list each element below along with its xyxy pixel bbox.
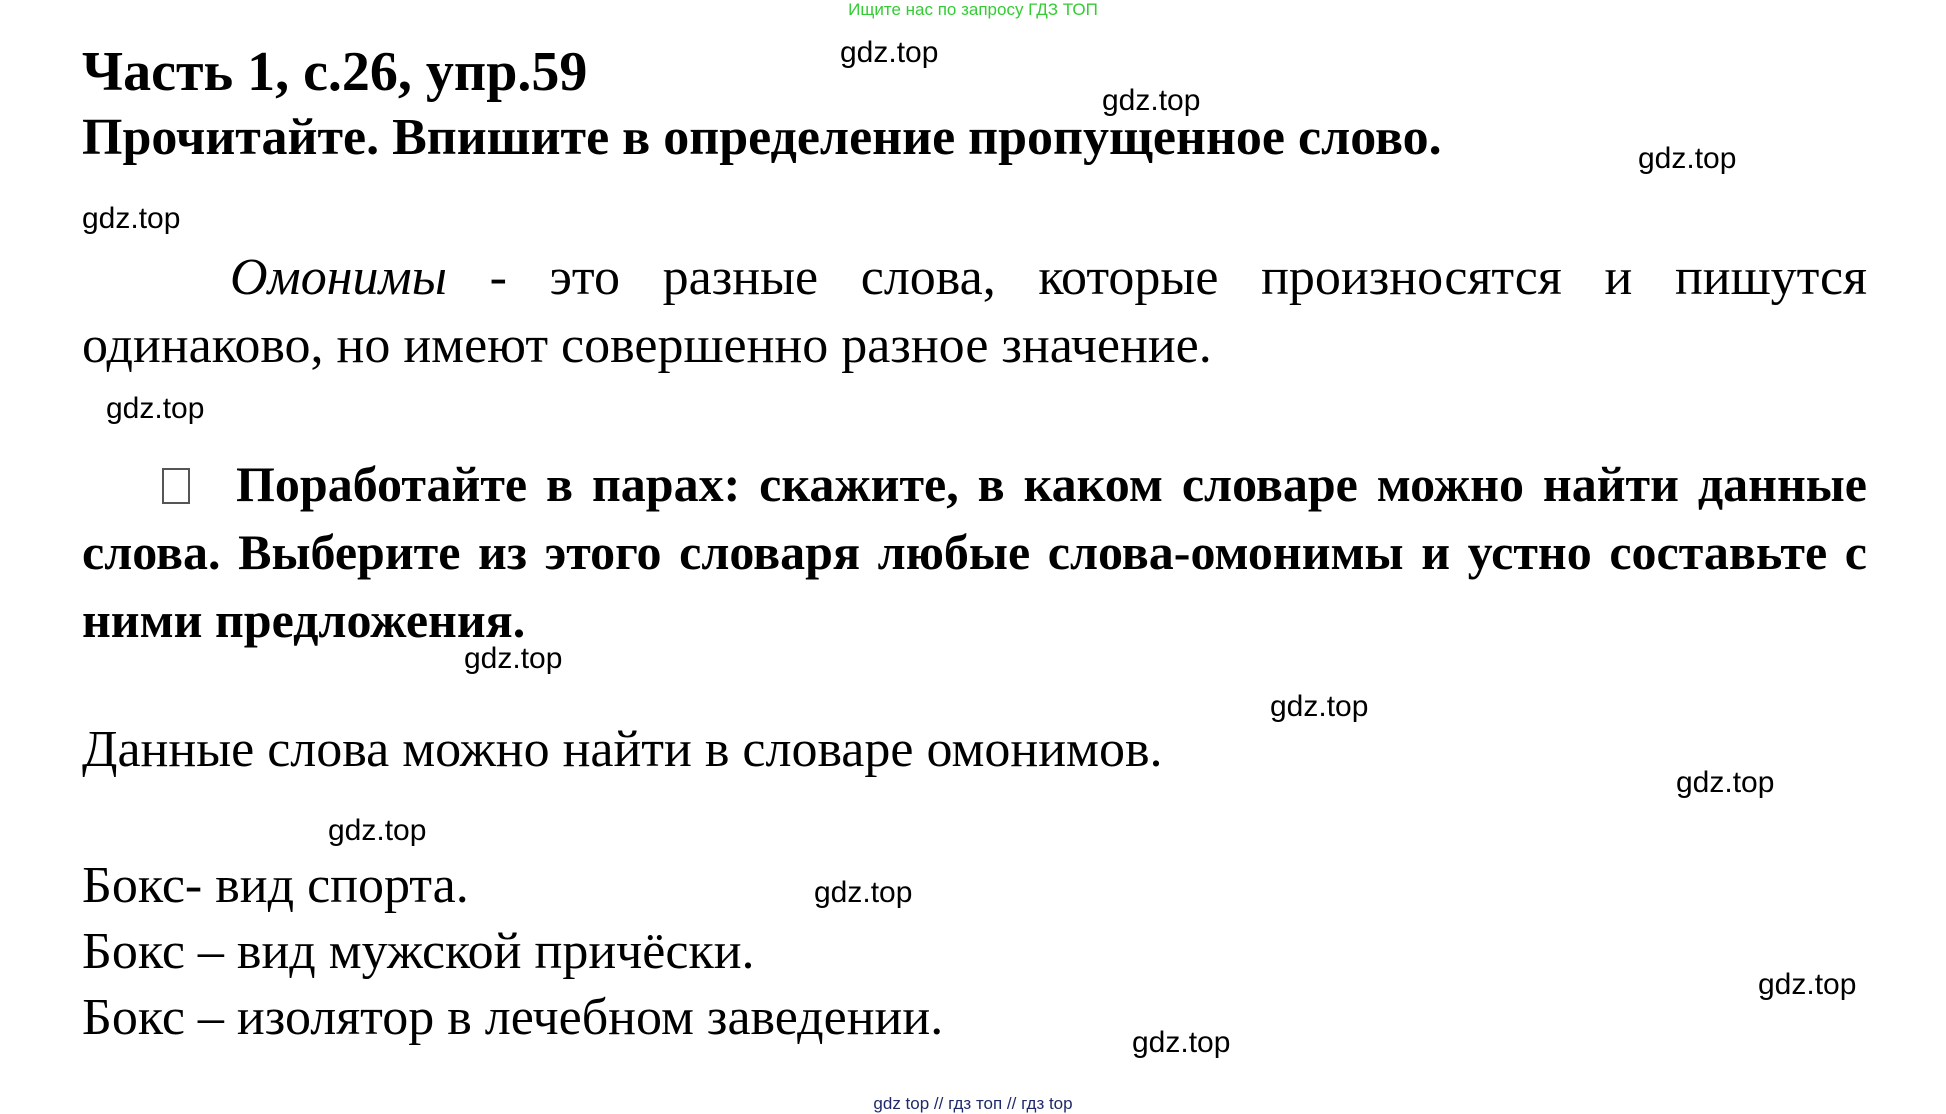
watermark: gdz.top <box>1638 142 1737 175</box>
watermark: gdz.top <box>814 876 913 909</box>
top-banner-text: Ищите нас по запросу ГДЗ ТОП <box>848 0 1098 19</box>
task2-text: Поработайте в парах: скажите, в каком словаре можно найти данные слова. Выберите из этого словаря любые слова-омонимы и устно составьте с ними предложения. <box>82 456 1867 648</box>
watermark: gdz.top <box>1758 968 1857 1001</box>
answer-line: Бокс – изолятор в лечебном заведении. <box>82 989 944 1046</box>
watermark: gdz.top <box>1102 84 1201 117</box>
watermark: gdz.top <box>1132 1026 1231 1059</box>
answer-line: Бокс- вид спорта. <box>82 857 469 914</box>
watermark: gdz.top <box>1270 690 1369 723</box>
definition-text: - это разные слова, которые произносятся и пишутся одинаково, но имеют совершенно разное значение. <box>82 249 1867 374</box>
watermark: gdz.top <box>840 36 939 69</box>
definition-paragraph <box>82 244 1867 380</box>
task-instruction: Прочитайте. Впишите в определение пропущенное слово. <box>82 109 1442 166</box>
exercise-title: Часть 1, с.26, упр.59 <box>82 41 588 103</box>
task2-paragraph <box>82 450 1867 654</box>
watermark: gdz.top <box>464 642 563 675</box>
watermark: gdz.top <box>1676 766 1775 799</box>
checkbox-icon <box>162 468 190 504</box>
footer-text: gdz top // гдз топ // гдз top <box>873 1094 1073 1113</box>
definition-term: Омонимы <box>230 249 447 306</box>
watermark: gdz.top <box>82 202 181 235</box>
answer-line: Бокс – вид мужской причёски. <box>82 923 755 980</box>
watermark: gdz.top <box>328 814 427 847</box>
watermark: gdz.top <box>106 392 205 425</box>
answer-intro: Данные слова можно найти в словаре омонимов. <box>82 721 1163 778</box>
